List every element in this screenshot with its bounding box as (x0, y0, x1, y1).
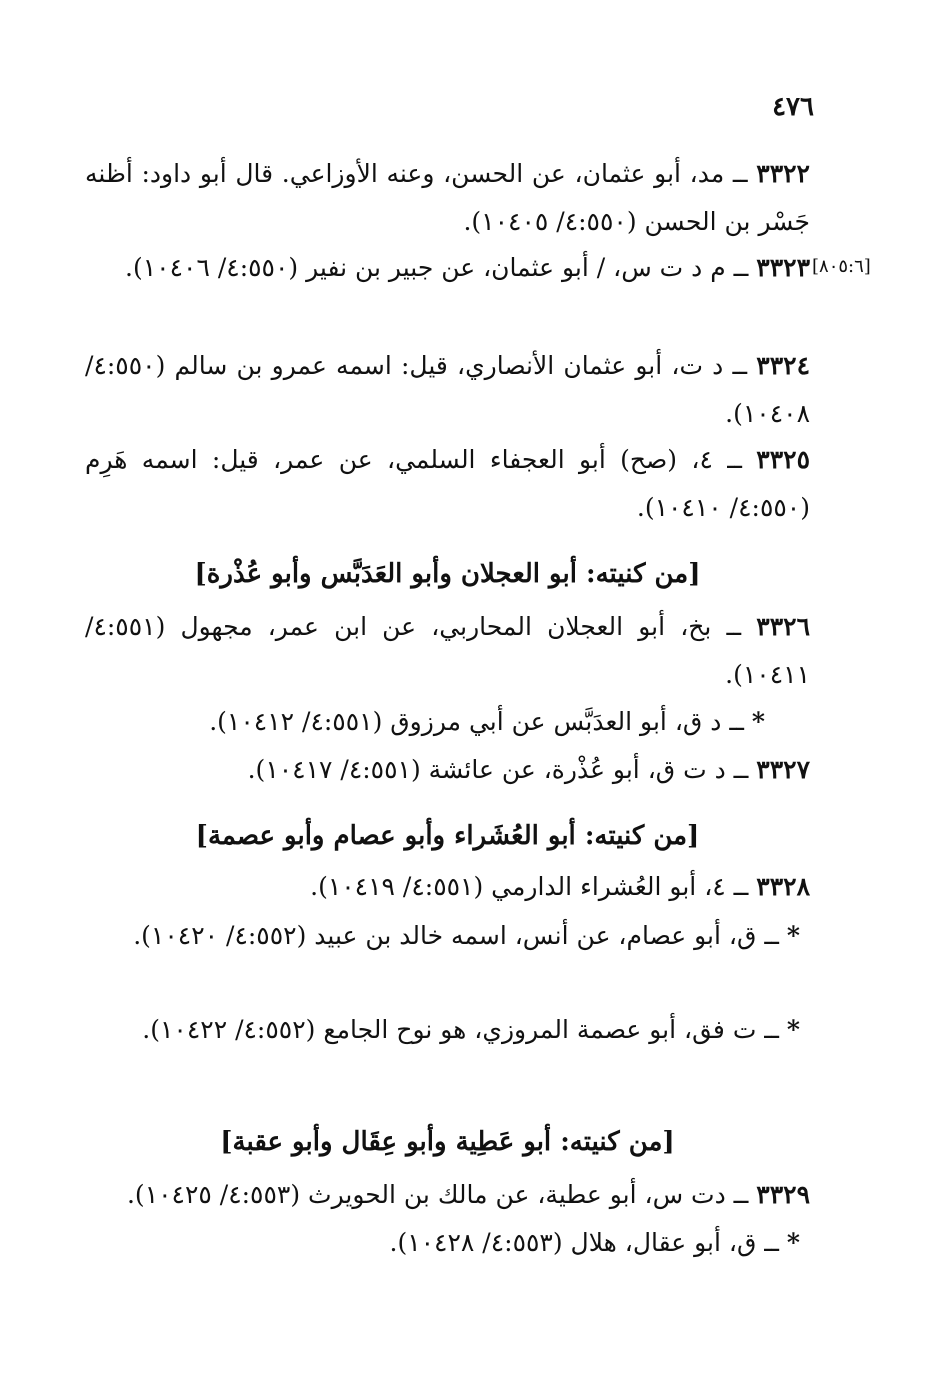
entry-text: ــ دت س، أبو عطية، عن مالك بن الحويرث (٤:٥٥٣/ ١٠٤٢٥). (126, 1180, 749, 1209)
entry-number: ٣٣٢٤ (756, 351, 810, 380)
entry-3328 (85, 863, 810, 911)
entry-3329 (85, 1171, 810, 1219)
entry-text: ــ م د ت س، / أبو عثمان، عن جبير بن نفير (٤:٥٥٠/ ١٠٤٠٦). (125, 253, 749, 282)
entry-text: ــ ٤، (صح) أبو العجفاء السلمي، عن عمر، قيل: اسمه هَرِم (٤:٥٥٠/ ١٠٤١٠). (85, 445, 810, 522)
entry-text: ــ ت فق، أبو عصمة المروزي، هو نوح الجامع (٤:٥٥٢/ ١٠٤٢٢). (142, 1015, 779, 1044)
section-heading: [من كنيته: أبو العجلان وأبو العَدَبَّس وأبو عُذْرة] (194, 559, 701, 589)
section-heading: [من كنيته: أبو العُشَراء وأبو عصام وأبو عصمة] (195, 821, 700, 851)
entry-text: ــ مد، أبو عثمان، عن الحسن، وعنه الأوزاعي. قال أبو داود: أظنه جَسْر بن الحسن (٤:٥٥٠/ ١٠٤٠٥). (85, 159, 810, 236)
margin-note: [٨٠٥:٦] (812, 256, 871, 277)
entry-3322 (85, 150, 810, 246)
entry-text: ــ ق، أبو عقال، هلال (٤:٥٥٣/ ١٠٤٢٨). (389, 1228, 779, 1257)
entry-3325 (85, 436, 810, 532)
entry-text: ــ ٤، أبو العُشراء الدارمي (٤:٥٥١/ ١٠٤١٩). (310, 872, 749, 901)
star-marker: * (786, 1228, 800, 1257)
entry-3324 (85, 342, 810, 438)
section-heading: [من كنيته: أبو عَطِية وأبو عِقَال وأبو عقبة] (220, 1127, 675, 1157)
star-marker: * (786, 1015, 800, 1044)
entry-number: ٣٣٢٨ (756, 872, 810, 901)
entry-text: ــ ق، أبو عصام، عن أنس، اسمه خالد بن عبيد (٤:٥٥٢/ ١٠٤٢٠). (133, 921, 779, 950)
star-marker: * (786, 921, 800, 950)
entry-3327 (85, 746, 810, 794)
entry-text: ــ د ت ق، أبو عُذْرة، عن عائشة (٤:٥٥١/ ١٠٤١٧). (247, 755, 749, 784)
star-entry (120, 1006, 800, 1054)
star-entry (85, 698, 765, 746)
star-marker: * (751, 707, 765, 736)
entry-number: ٣٣٢٢ (756, 159, 810, 188)
entry-text: ــ بخ، أبو العجلان المحاربي، عن ابن عمر، مجهول (٤:٥٥١/ ١٠٤١١). (85, 612, 810, 689)
page-number: ٤٧٦ (772, 92, 814, 122)
entry-text: ــ د ق، أبو العدَبَّس عن أبي مرزوق (٤:٥٥١/ ١٠٤١٢). (209, 707, 744, 736)
entry-number: ٣٣٢٩ (756, 1180, 810, 1209)
entry-text: ــ د ت، أبو عثمان الأنصاري، قيل: اسمه عمرو بن سالم (٤:٥٥٠/ ١٠٤٠٨). (85, 351, 810, 428)
star-entry (120, 1219, 800, 1267)
entry-number: ٣٣٢٣ (756, 253, 810, 282)
entry-3323 (85, 244, 810, 292)
entry-number: ٣٣٢٥ (756, 445, 810, 474)
entry-number: ٣٣٢٧ (756, 755, 810, 784)
star-entry (120, 912, 800, 960)
entry-3326 (85, 603, 810, 699)
entry-number: ٣٣٢٦ (756, 612, 810, 641)
